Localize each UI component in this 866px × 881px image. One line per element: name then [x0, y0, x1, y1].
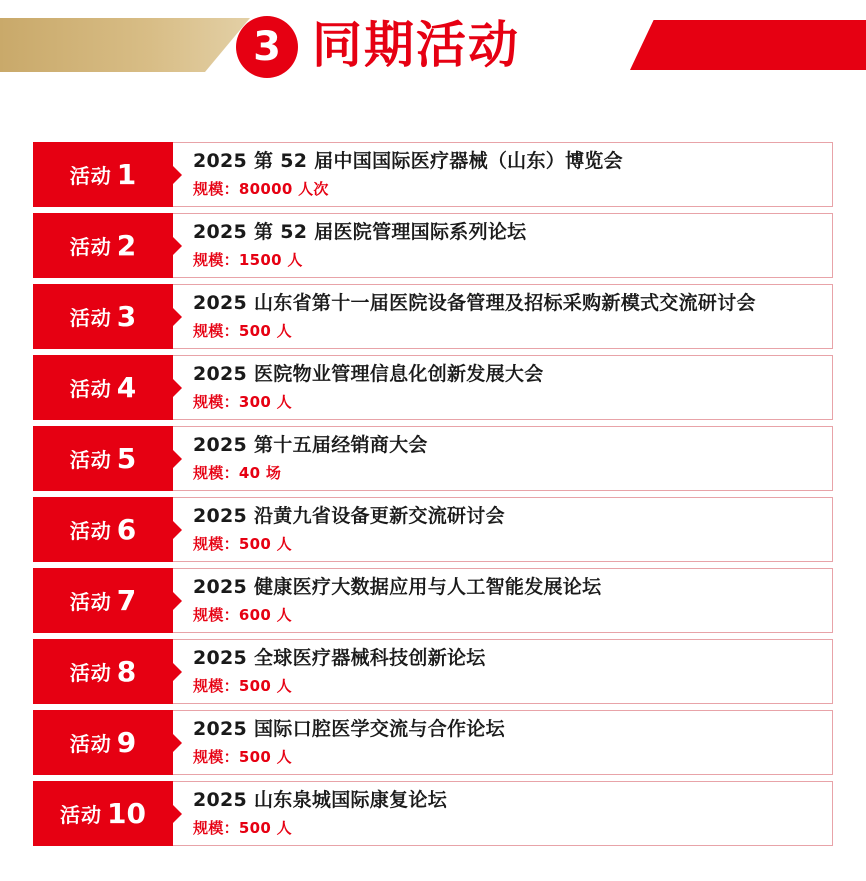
- activity-tag-number: 1: [116, 158, 137, 191]
- activity-tag: [33, 568, 173, 633]
- activity-tag: [33, 497, 173, 562]
- list-item: [33, 142, 833, 207]
- list-item: [33, 213, 833, 278]
- activity-tag: [33, 355, 173, 420]
- activity-body: [173, 142, 833, 207]
- activity-tag: [33, 213, 173, 278]
- activity-tag-number: 8: [116, 655, 137, 688]
- activity-title: 2025 第 52 届中国国际医疗器械（山东）博览会: [193, 150, 623, 173]
- activity-title: 2025 国际口腔医学交流与合作论坛: [193, 718, 505, 741]
- activity-tag-label: 活动: [60, 803, 103, 827]
- activity-tag-number: 2: [116, 229, 137, 262]
- activity-title: 2025 医院物业管理信息化创新发展大会: [193, 363, 544, 386]
- activity-tag-label: 活动: [69, 164, 112, 188]
- activity-body: [173, 568, 833, 633]
- activity-body: [173, 639, 833, 704]
- activity-tag-number: 10: [107, 797, 146, 830]
- list-item: [33, 781, 833, 846]
- activity-tag-label: 活动: [69, 732, 112, 756]
- activity-scale: 规模：1500 人: [193, 250, 303, 269]
- activity-tag: [33, 781, 173, 846]
- activity-body: [173, 426, 833, 491]
- list-item: [33, 426, 833, 491]
- activity-tag: [33, 639, 173, 704]
- list-item: [33, 710, 833, 775]
- activity-tag-number: 6: [116, 513, 137, 546]
- activity-tag-label: 活动: [69, 448, 112, 472]
- activity-scale: 规模：500 人: [193, 534, 292, 553]
- activity-tag: [33, 284, 173, 349]
- activity-body: [173, 284, 833, 349]
- activity-scale: 规模：500 人: [193, 676, 292, 695]
- activity-title: 2025 山东省第十一届医院设备管理及招标采购新模式交流研讨会: [193, 292, 756, 315]
- activity-tag-number: 3: [116, 300, 137, 333]
- activity-tag-label: 活动: [69, 519, 112, 543]
- activity-tag-number: 7: [116, 584, 137, 617]
- activity-tag-number: 4: [116, 371, 137, 404]
- page-title: 同期活动: [312, 16, 520, 74]
- activity-title: 2025 第十五届经销商大会: [193, 434, 428, 457]
- activity-tag-number: 9: [116, 726, 137, 759]
- activity-title: 2025 沿黄九省设备更新交流研讨会: [193, 505, 505, 528]
- activity-scale: 规模：600 人: [193, 605, 292, 624]
- activity-tag: [33, 710, 173, 775]
- activity-list: [33, 142, 833, 852]
- header-right-band-decoration: [630, 20, 866, 70]
- activity-body: [173, 781, 833, 846]
- header-left-band-decoration: [0, 18, 250, 72]
- list-item: [33, 639, 833, 704]
- activity-body: [173, 497, 833, 562]
- activity-tag-label: 活动: [69, 590, 112, 614]
- list-item: [33, 497, 833, 562]
- activity-tag-number: 5: [116, 442, 137, 475]
- activity-scale: 规模：40 场: [193, 463, 282, 482]
- activity-tag-label: 活动: [69, 661, 112, 685]
- section-header: [0, 0, 866, 96]
- activity-tag-label: 活动: [69, 306, 112, 330]
- activity-title: 2025 全球医疗器械科技创新论坛: [193, 647, 486, 670]
- activity-body: [173, 213, 833, 278]
- activity-body: [173, 355, 833, 420]
- activity-tag: [33, 426, 173, 491]
- activity-title: 2025 健康医疗大数据应用与人工智能发展论坛: [193, 576, 602, 599]
- section-number-badge: 3: [236, 16, 298, 78]
- activity-tag-label: 活动: [69, 235, 112, 259]
- list-item: [33, 284, 833, 349]
- activity-title: 2025 山东泉城国际康复论坛: [193, 789, 447, 812]
- activity-scale: 规模：500 人: [193, 818, 292, 837]
- activity-scale: 规模：300 人: [193, 392, 292, 411]
- activity-title: 2025 第 52 届医院管理国际系列论坛: [193, 221, 527, 244]
- header-title-group: [236, 8, 520, 86]
- activity-scale: 规模：500 人: [193, 747, 292, 766]
- activity-tag-label: 活动: [69, 377, 112, 401]
- activity-scale: 规模：80000 人次: [193, 179, 329, 198]
- list-item: [33, 355, 833, 420]
- list-item: [33, 568, 833, 633]
- activity-body: [173, 710, 833, 775]
- activity-scale: 规模：500 人: [193, 321, 292, 340]
- activity-tag: [33, 142, 173, 207]
